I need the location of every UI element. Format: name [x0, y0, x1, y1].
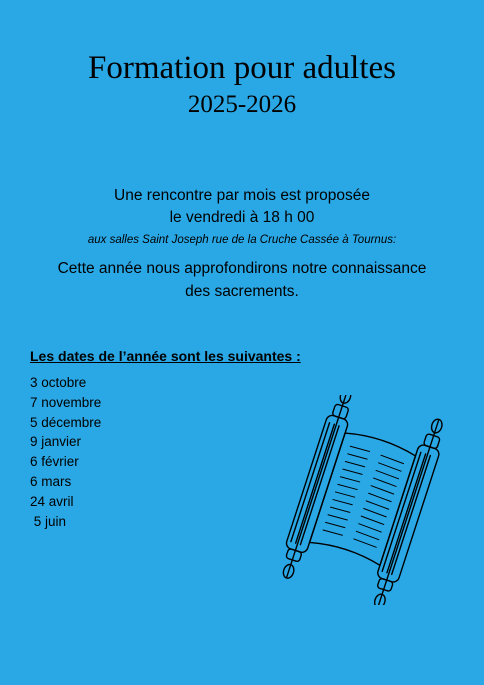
date-item: 5 décembre	[30, 414, 102, 430]
date-item: 9 janvier	[30, 434, 82, 450]
date-item: 24 avril	[30, 493, 74, 509]
intro-line-5: des sacrements.	[185, 283, 299, 300]
date-item: 5 juin	[30, 513, 67, 529]
date-item: 6 février	[30, 454, 79, 470]
intro-line-2: le vendredi à 18 h 00	[169, 209, 315, 226]
date-item: 3 octobre	[30, 375, 87, 390]
date-item: 7 novembre	[30, 394, 102, 410]
date-item: 6 mars	[30, 473, 72, 489]
intro-line-location: aux salles Saint Joseph rue de la Cruche Cassée à Tournus:	[87, 234, 397, 246]
dates-heading: Les dates de l’année sont les suivantes :	[30, 348, 301, 364]
dates-list	[30, 373, 101, 531]
intro-line-1: Une rencontre par mois est proposée	[114, 187, 370, 204]
intro-line-4: Cette année nous approfondirons notre connaissance	[57, 260, 427, 277]
scroll-icon	[262, 395, 452, 605]
page-subtitle-year: 2025-2026	[187, 91, 297, 118]
page-title: Formation pour adultes	[88, 50, 396, 86]
